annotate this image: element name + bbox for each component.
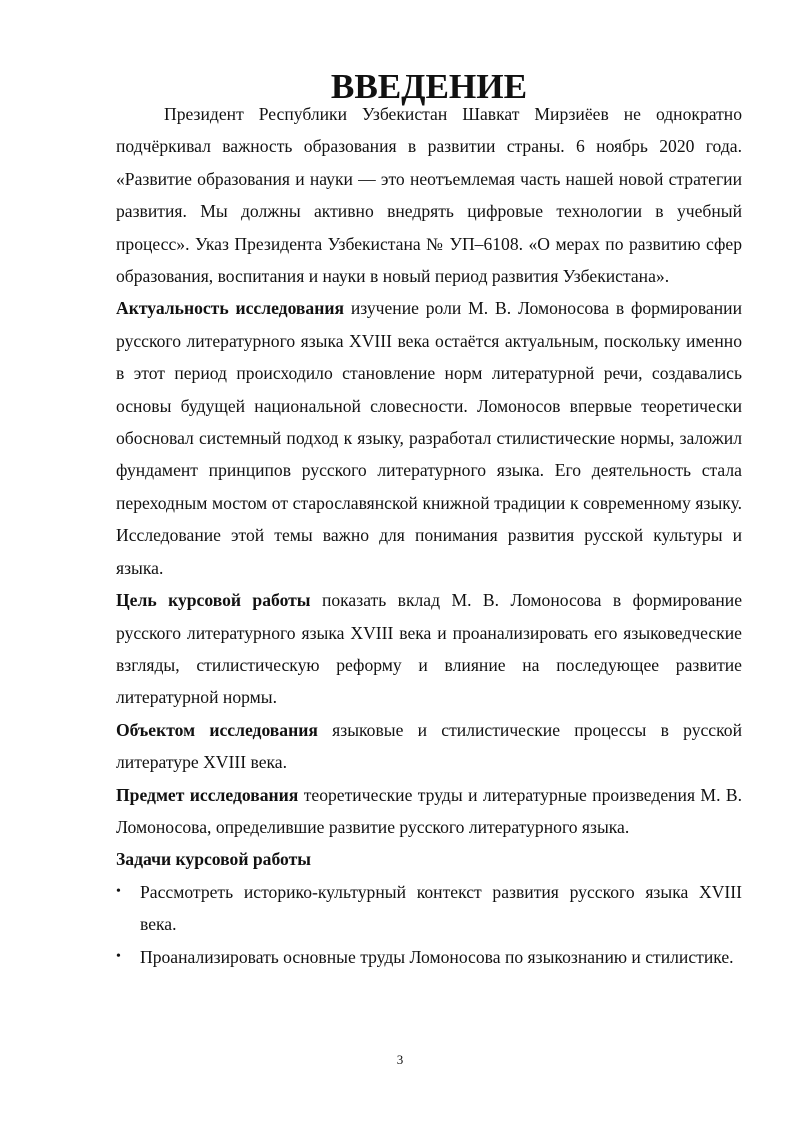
page-heading: ВВЕДЕНИЕ <box>330 67 528 106</box>
list-item-text: Рассмотреть историко-культурный контекст развития русского языка XVIII века. <box>140 881 742 935</box>
relevance-text: изучение роли М. В. Ломоносова в формировании русского литературного языка XVIII века остаётся актуальным, поскольку именно в этот период происходило становление норм литературной речи, создавались основы будущей национальной словесности. Ломоносов впервые теоретически обосновал системный подход к языку, разработал стилистические нормы, заложил фундамент принципов русского литературного языка. Его деятельность стала переходным мостом от старославянской книжной традиции к современному языку. Исследование этой темы важно для понимания развития русской культуры и языка. <box>116 298 742 578</box>
page-number: 3 <box>396 1052 404 1067</box>
list-item <box>116 876 742 941</box>
list-item <box>116 941 742 973</box>
relevance-paragraph <box>116 292 742 584</box>
subject-text: теоретические труды и литературные произведения М. В. Ломоносова, определившие развитие русского литературного языка. <box>116 784 742 837</box>
tasks-list <box>116 876 742 973</box>
tasks-title: Задачи курсовой работы <box>116 849 311 870</box>
goal-paragraph <box>116 584 742 714</box>
relevance-label: Актуальность исследования <box>116 298 345 319</box>
bullet-icon: • <box>116 883 121 899</box>
subject-paragraph <box>116 779 742 844</box>
subject-label: Предмет исследования <box>116 784 299 805</box>
object-paragraph <box>116 714 742 779</box>
goal-text: показать вклад М. В. Ломоносова в формирование русского литературного языка XVIII века и проанализировать его языковедческие взгляды, стилистическую реформу и влияние на последующее развитие литературной нормы. <box>116 590 742 708</box>
page-content <box>116 67 742 973</box>
object-label: Объектом исследования <box>116 719 318 740</box>
object-text: языковые и стилистические процессы в русской литературе XVIII века. <box>116 719 742 773</box>
bullet-icon: • <box>116 948 121 964</box>
goal-label: Цель курсовой работы <box>116 590 311 611</box>
intro-paragraph: Президент Республики Узбекистан Шавкат Мирзиёев не однократно подчёркивал важность образования в развитии страны. 6 ноябрь 2020 года. «Развитие образования и науки — это неотъемлемая часть нашей новой стратегии развития. Мы должны активно внедрять цифровые технологии в учебный процесс». Указ Президента Узбекистана № УП–6108. «О мерах по развитию сфер образования, воспитания и науки в новый период развития Узбекистана». <box>116 104 742 287</box>
list-item-text: Проанализировать основные труды Ломоносова по языкознанию и стилистике. <box>140 946 734 967</box>
